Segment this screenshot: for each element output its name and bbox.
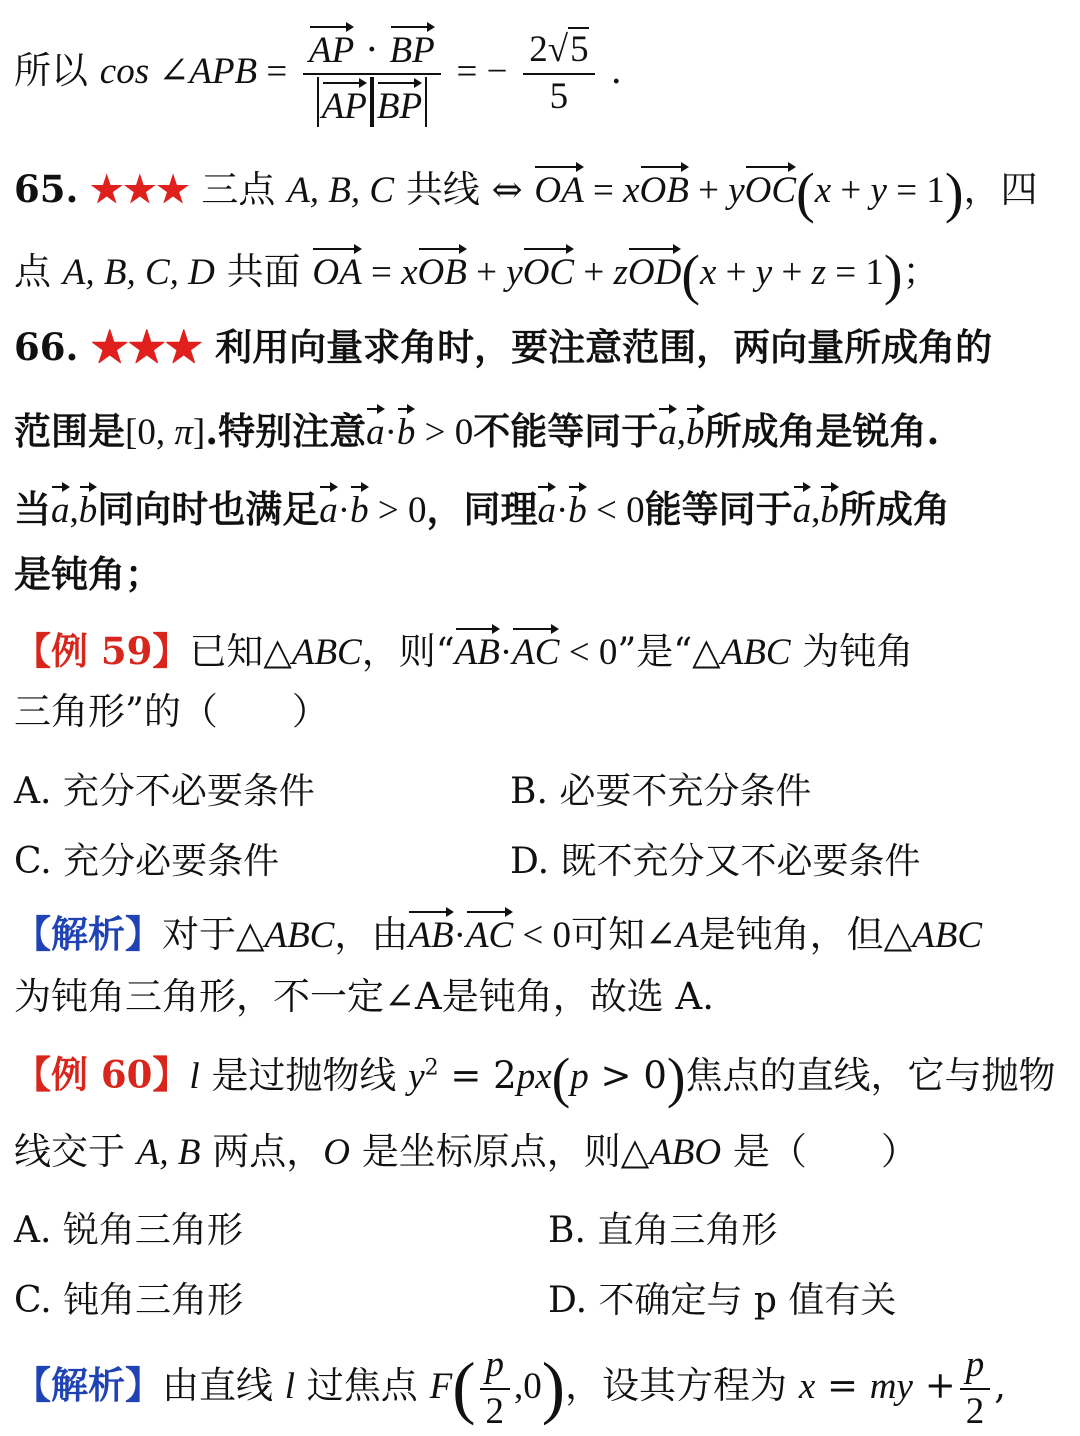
solution-tag: 【解析】: [14, 911, 162, 956]
example-tag: 【例 60】: [14, 1052, 190, 1097]
example-60-line-1: 【例 60】l 是过抛物线 $y^2 = 2px(p > 0)$焦点的直线，它与抛物: [14, 1047, 1056, 1109]
star-rating-icon: ★★★: [90, 166, 190, 211]
item-66-line-1: [14, 325, 1070, 369]
item-66-line-4: 是钝角；: [14, 552, 162, 596]
example-60-line-2: 线交于 A, B 两点，O 是坐标原点，则△ABO 是（ ）: [14, 1130, 918, 1173]
item-number: 66.: [14, 325, 79, 369]
cos-expression: cos ∠APB =: [99, 51, 288, 93]
item-66-text: 利用向量求角时，要注意范围，两向量所成角的: [215, 325, 993, 369]
option-c: C. 钝角三角形: [14, 1280, 244, 1321]
star-rating-icon: ★★★: [91, 325, 203, 369]
item-65-line-2: 点 A, B, C, D 共面 OA = xOB + yOC + zOD(x + y + z = 1)；: [14, 242, 1070, 303]
option-b: B. 必要不充分条件: [510, 771, 812, 812]
text-prefix: 所以: [14, 49, 88, 93]
option-c: C. 充分必要条件: [14, 841, 280, 882]
formula-line-cos-apb: 所以 cos ∠APB = $\frac{AP \cdot BP}{\text{AP BP}}$ = − $\frac{2√5}{5}$ .: [14, 20, 1070, 127]
item-66-line-3: 当a,b同向时也满足a·b > 0，同理a·b < 0能等同于a,b所成角: [14, 480, 1070, 533]
example-59-line-1: 【例 59】已知△ABC，则“AB·AC < 0”是“△ABC 为钝角: [14, 622, 1070, 675]
example-tag: 【例 59】: [14, 628, 190, 673]
option-b: B. 直角三角形: [548, 1210, 778, 1251]
solution-59-line-2: 为钝角三角形，不一定∠A是钝角，故选 A.: [14, 975, 714, 1018]
option-d: D. 不确定与 p 值有关: [548, 1280, 897, 1321]
item-65-line-1: 65. ★★★ 三点 A, B, C 共线 ⇔ OA = xOB + yOC(x + y = 1)，四: [14, 160, 1070, 221]
item-66-line-2: 范围是[0, π].特别注意a·b > 0不能等同于a,b所成角是锐角.: [14, 402, 1070, 455]
solution-tag: 【解析】: [14, 1363, 162, 1408]
solution-60-line: 【解析】由直线 l 过焦点 F( $\frac{p}{2}$ ,0)，设其方程为 x = my + $\frac{p}{2}$ ,: [14, 1344, 1006, 1432]
option-a: A. 锐角三角形: [14, 1210, 243, 1251]
solution-59-line-1: 【解析】对于△ABC，由AB·AC < 0可知∠A是钝角，但△ABC: [14, 905, 1070, 958]
fraction-result: $\frac{2√5}{5}$: [523, 30, 594, 117]
item-number: 65.: [14, 166, 79, 211]
option-d: D. 既不充分又不必要条件: [510, 841, 921, 882]
option-a: A. 充分不必要条件: [14, 771, 315, 812]
fraction-dot-over-norms: $\frac{AP \cdot BP}{\text{AP BP}}$: [303, 20, 441, 127]
example-59-line-2: 三角形”的（ ）: [14, 690, 329, 733]
